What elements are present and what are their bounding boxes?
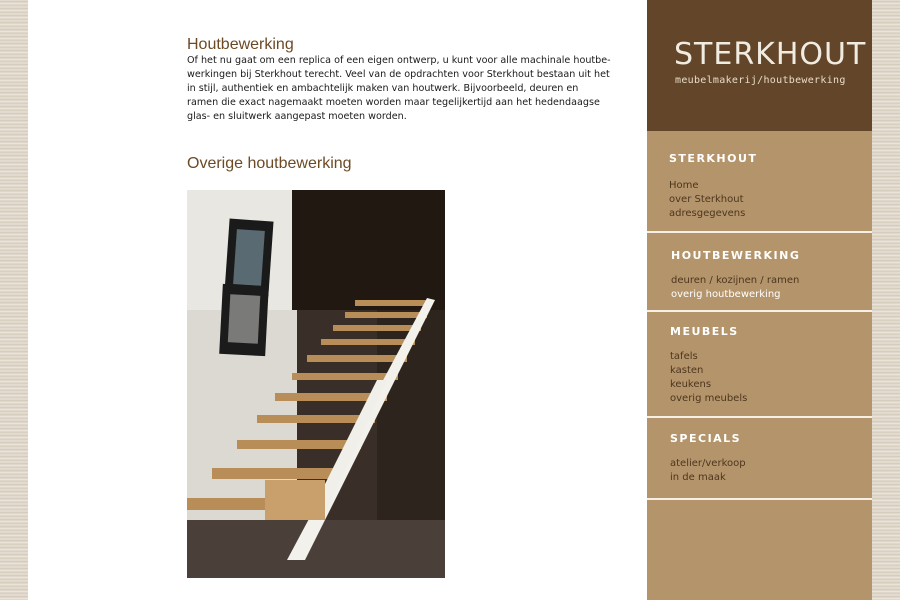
- nav-item-atelier-verkoop[interactable]: atelier/verkoop: [670, 458, 746, 469]
- stair-photo-icon: [187, 190, 445, 578]
- nav-item-home[interactable]: Home: [669, 180, 699, 191]
- brand-logo[interactable]: STERKHOUT: [674, 37, 867, 72]
- nav-item-tafels[interactable]: tafels: [670, 351, 698, 362]
- nav-heading: SPECIALS: [670, 432, 742, 445]
- logo-box: [647, 0, 872, 131]
- intro-text: Of het nu gaat om een replica of een eigen ontwerp, u kunt voor alle machinale houtbe-werkingen bij Sterkhout terecht. Veel van de opdrachten voor Sterkhout bestaan uit het in stijl, authentiek en ambachtelijk maken van houtwerk. Bijvoorbeeld, deuren en ramen die exact nagemaakt moeten worden maar tegelijkertijd aan het hedendaagse glas- en sluitwerk aangepast moeten worden.: [187, 55, 611, 122]
- nav-section-sterkhout: [647, 131, 872, 233]
- nav-item-adresgegevens[interactable]: adresgegevens: [669, 208, 746, 219]
- stair-photo: [187, 190, 445, 578]
- nav-item-overig-houtbewerking[interactable]: overig houtbewerking: [671, 289, 781, 300]
- nav-heading: MEUBELS: [670, 325, 739, 338]
- page-title: Houtbewerking: [187, 36, 294, 53]
- nav-section-houtbewerking: [647, 233, 872, 312]
- nav-section-meubels: [647, 312, 872, 418]
- content-page: [28, 0, 647, 600]
- brand-tagline: meubelmakerij/houtbewerking: [675, 75, 846, 86]
- nav-item-keukens[interactable]: keukens: [670, 379, 712, 390]
- nav-item-over-sterkhout[interactable]: over Sterkhout: [669, 194, 744, 205]
- section-subtitle: Overige houtbewerking: [187, 155, 352, 172]
- intro-block: [187, 36, 612, 124]
- nav-section-specials: [647, 418, 872, 500]
- nav-heading: HOUTBEWERKING: [671, 249, 801, 262]
- nav-item-deuren-kozijnen-ramen[interactable]: deuren / kozijnen / ramen: [671, 275, 800, 286]
- nav-item-overig-meubels[interactable]: overig meubels: [670, 393, 748, 404]
- nav-item-kasten[interactable]: kasten: [670, 365, 704, 376]
- nav-heading: STERKHOUT: [669, 152, 758, 165]
- sidebar: [647, 0, 872, 600]
- nav-item-in-de-maak[interactable]: in de maak: [670, 472, 726, 483]
